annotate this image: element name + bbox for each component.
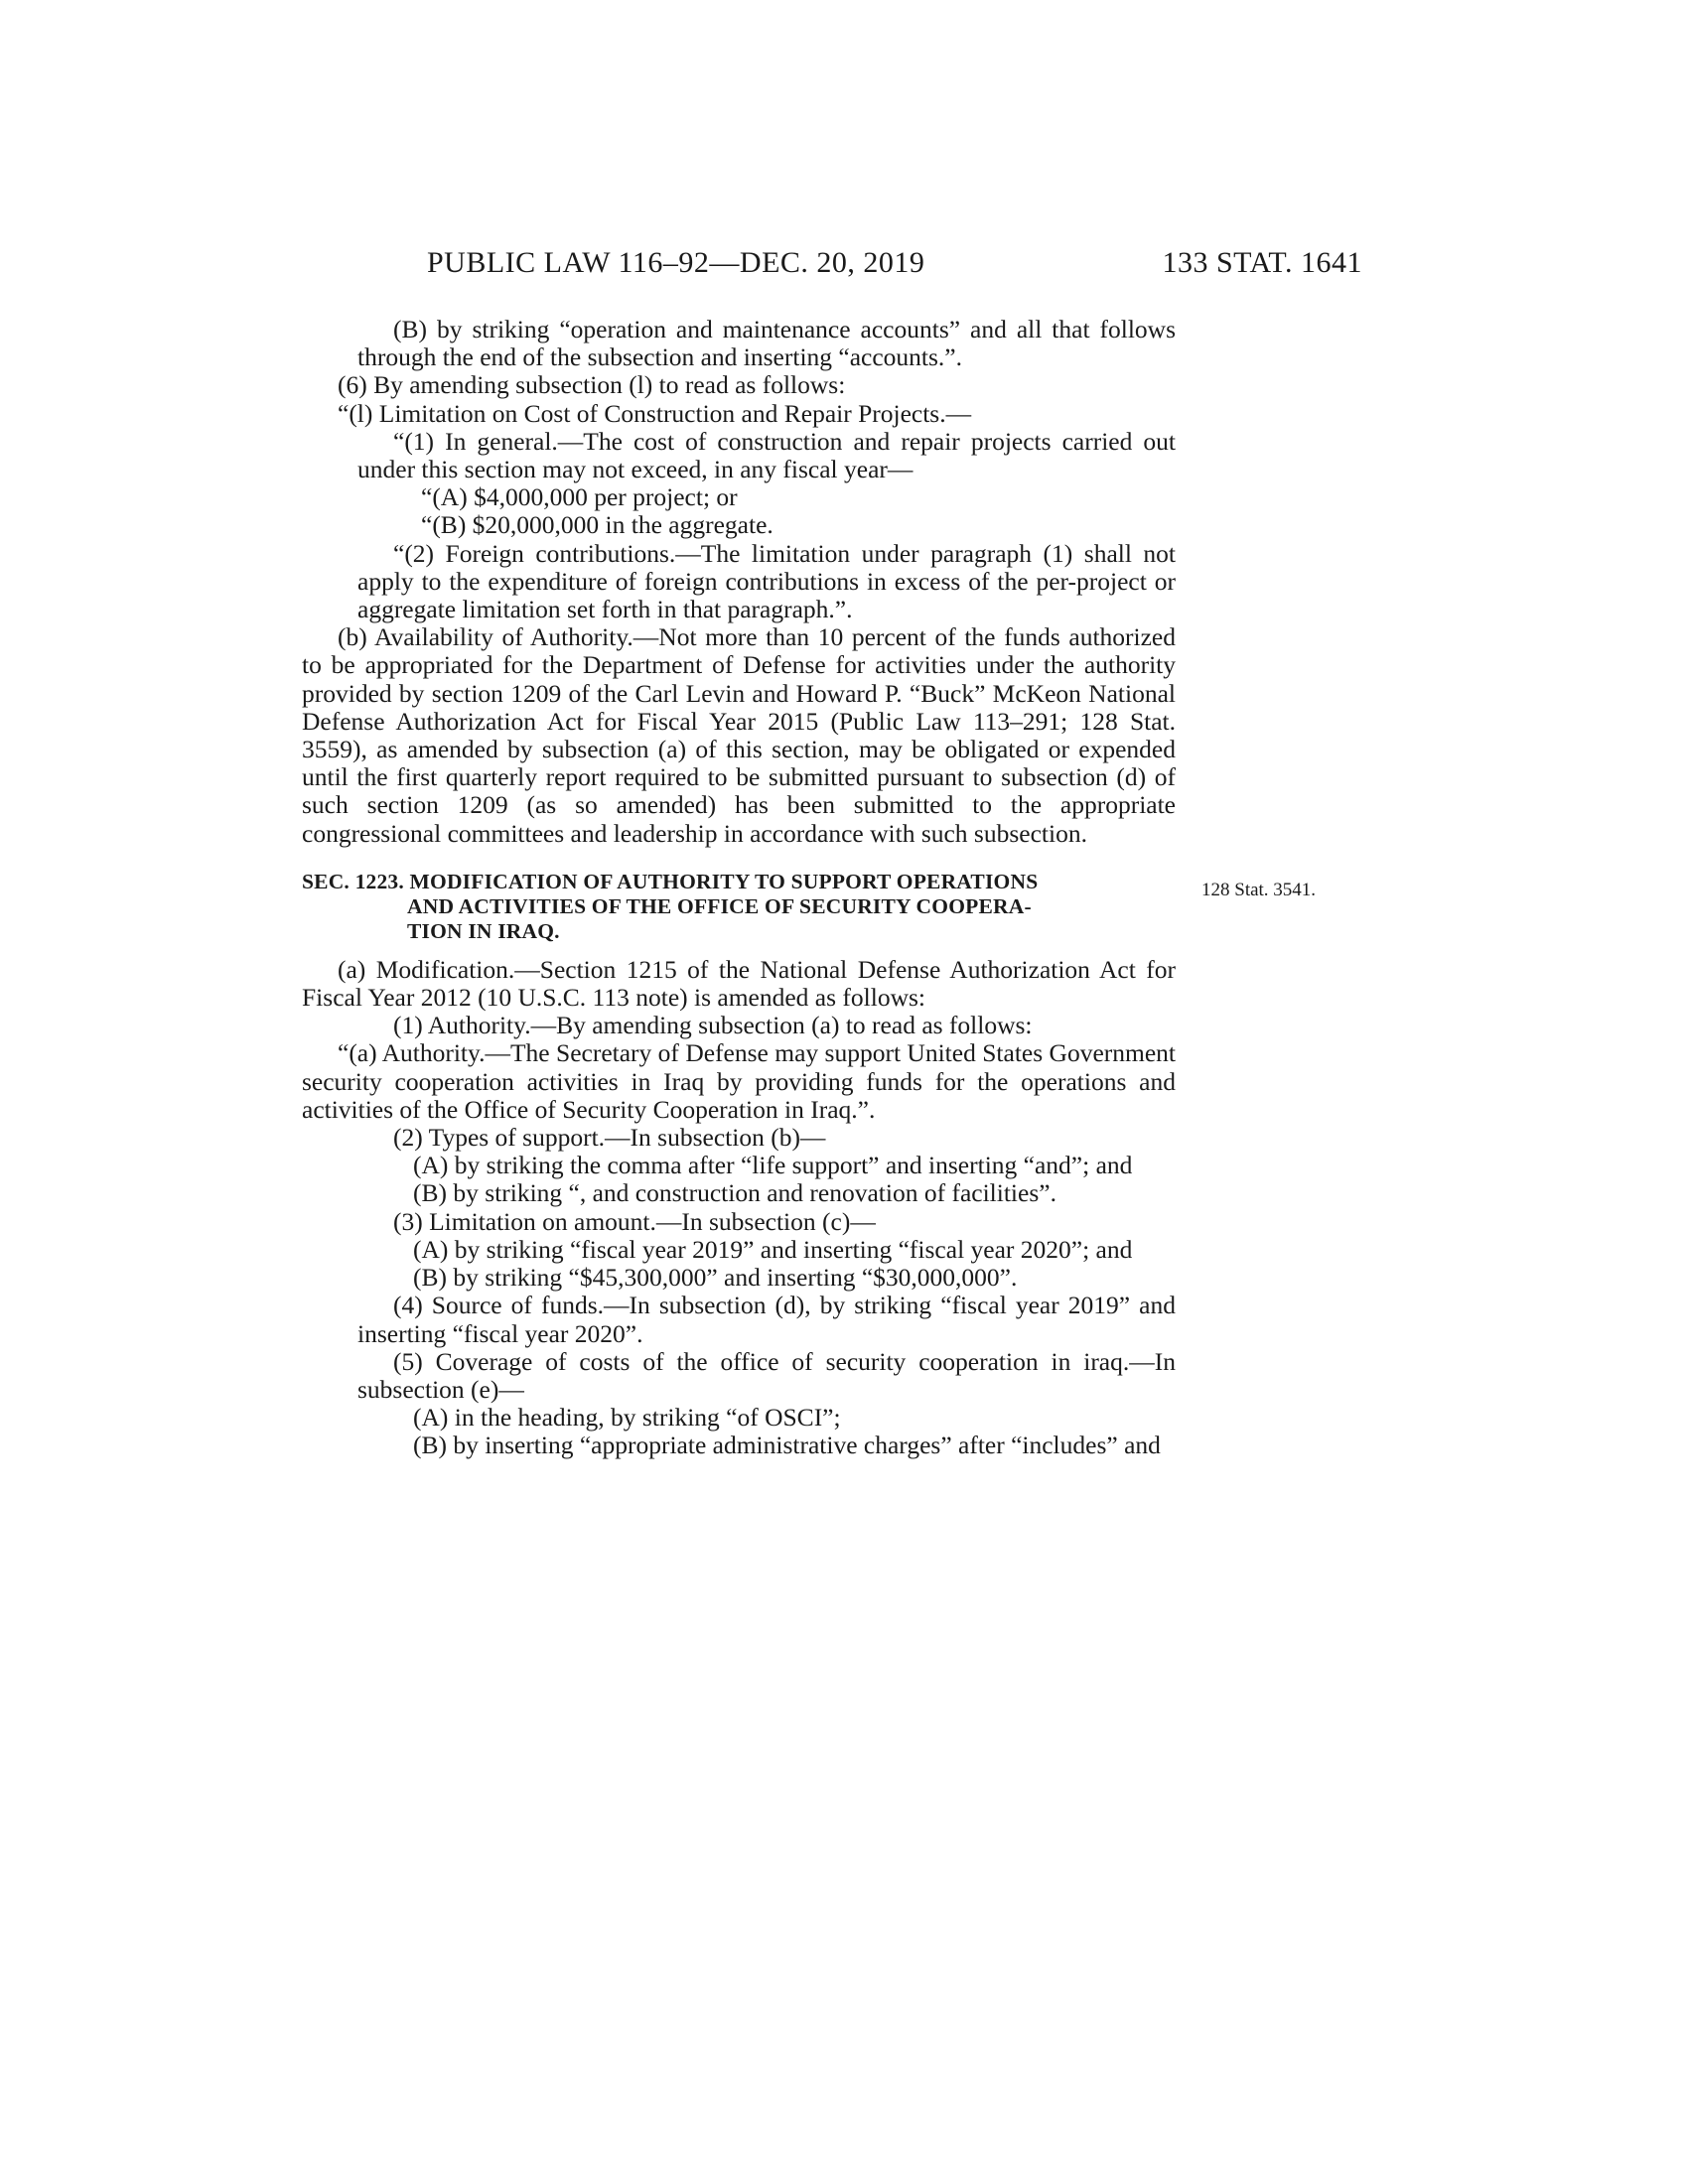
running-header	[298, 246, 1390, 290]
paragraph: (A) by striking “fiscal year 2019” and inserting “fiscal year 2020”; and	[413, 1234, 1133, 1264]
section-heading-line: AND ACTIVITIES OF THE OFFICE OF SECURITY COOPERA-	[407, 893, 1032, 918]
paragraph: “(l) Limitation on Cost of Construction and Repair Projects.—	[338, 398, 972, 428]
paragraph: (a) Modification.—Section 1215 of the National Defense Authorization Act for Fiscal Year 2012 (10 U.S.C. 113 note) is amended as follows:	[302, 954, 1176, 1013]
section-heading-line: TION IN IRAQ.	[407, 918, 560, 943]
paragraph: (1) Authority.—By amending subsection (a) to read as follows:	[393, 1011, 1033, 1040]
paragraph: (B) by striking “$45,300,000” and inserting “$30,000,000”.	[413, 1263, 1018, 1293]
paragraph: (A) in the heading, by striking “of OSCI”;	[413, 1403, 841, 1433]
section-heading-line: SEC. 1223. MODIFICATION OF AUTHORITY TO SUPPORT OPERATIONS	[302, 869, 1039, 893]
margin-note: 128 Stat. 3541.	[1201, 880, 1317, 900]
paragraph: “(A) $4,000,000 per project; or	[421, 482, 738, 512]
section-heading	[302, 870, 1176, 944]
paragraph: “(2) Foreign contributions.—The limitation under paragraph (1) shall not apply to the expenditure of foreign contributions in excess of the per-project or aggregate limitation set forth in that paragraph.”.	[357, 538, 1176, 624]
paragraph: (3) Limitation on amount.—In subsection (c)—	[393, 1206, 876, 1236]
statute-citation: 133 STAT. 1641	[1162, 246, 1362, 279]
law-title: PUBLIC LAW 116–92—DEC. 20, 2019	[427, 246, 925, 279]
paragraph: (B) by inserting “appropriate administrative charges” after “includes” and	[413, 1431, 1161, 1460]
paragraph: (4) Source of funds.—In subsection (d), by striking “fiscal year 2019” and inserting “fiscal year 2020”.	[357, 1291, 1176, 1348]
paragraph: “(a) Authority.—The Secretary of Defense may support United States Government security cooperation activities in Iraq by providing funds for the operations and activities of the Office of Security Cooperation in Iraq.”.	[302, 1038, 1176, 1124]
paragraph: “(1) In general.—The cost of construction and repair projects carried out under this section may not exceed, in any fiscal year—	[357, 426, 1176, 484]
paragraph: (2) Types of support.—In subsection (b)—	[393, 1123, 826, 1153]
paragraph: (6) By amending subsection (l) to read as follows:	[338, 370, 846, 400]
paragraph: (5) Coverage of costs of the office of security cooperation in iraq.—In subsection (e)—	[357, 1346, 1176, 1404]
paragraph: (A) by striking the comma after “life support” and inserting “and”; and	[413, 1151, 1133, 1180]
paragraph: “(B) $20,000,000 in the aggregate.	[421, 510, 774, 540]
paragraph: (b) Availability of Authority.—Not more than 10 percent of the funds authorized to be appropriated for the Department of Defense for activities under the authority provided by section 1209 of the Carl Levin and Howard P. “Buck” McKeon National Defense Authorization Act for Fiscal Year 2015 (Public Law 113–291; 128 Stat. 3559), as amended by subsection (a) of this section, may be obligated or expended until the first quarterly report required to be submitted pursuant to subsection (d) of such section 1209 (as so amended) has been submitted to the appropriate congressional committees and leadership in accordance with such subsection.	[302, 622, 1176, 848]
document-body	[302, 316, 1176, 1460]
paragraph: (B) by striking “, and construction and renovation of facilities”.	[413, 1178, 1056, 1208]
paragraph: (B) by striking “operation and maintenance accounts” and all that follows through the end of the subsection and inserting “accounts.”.	[357, 315, 1176, 372]
